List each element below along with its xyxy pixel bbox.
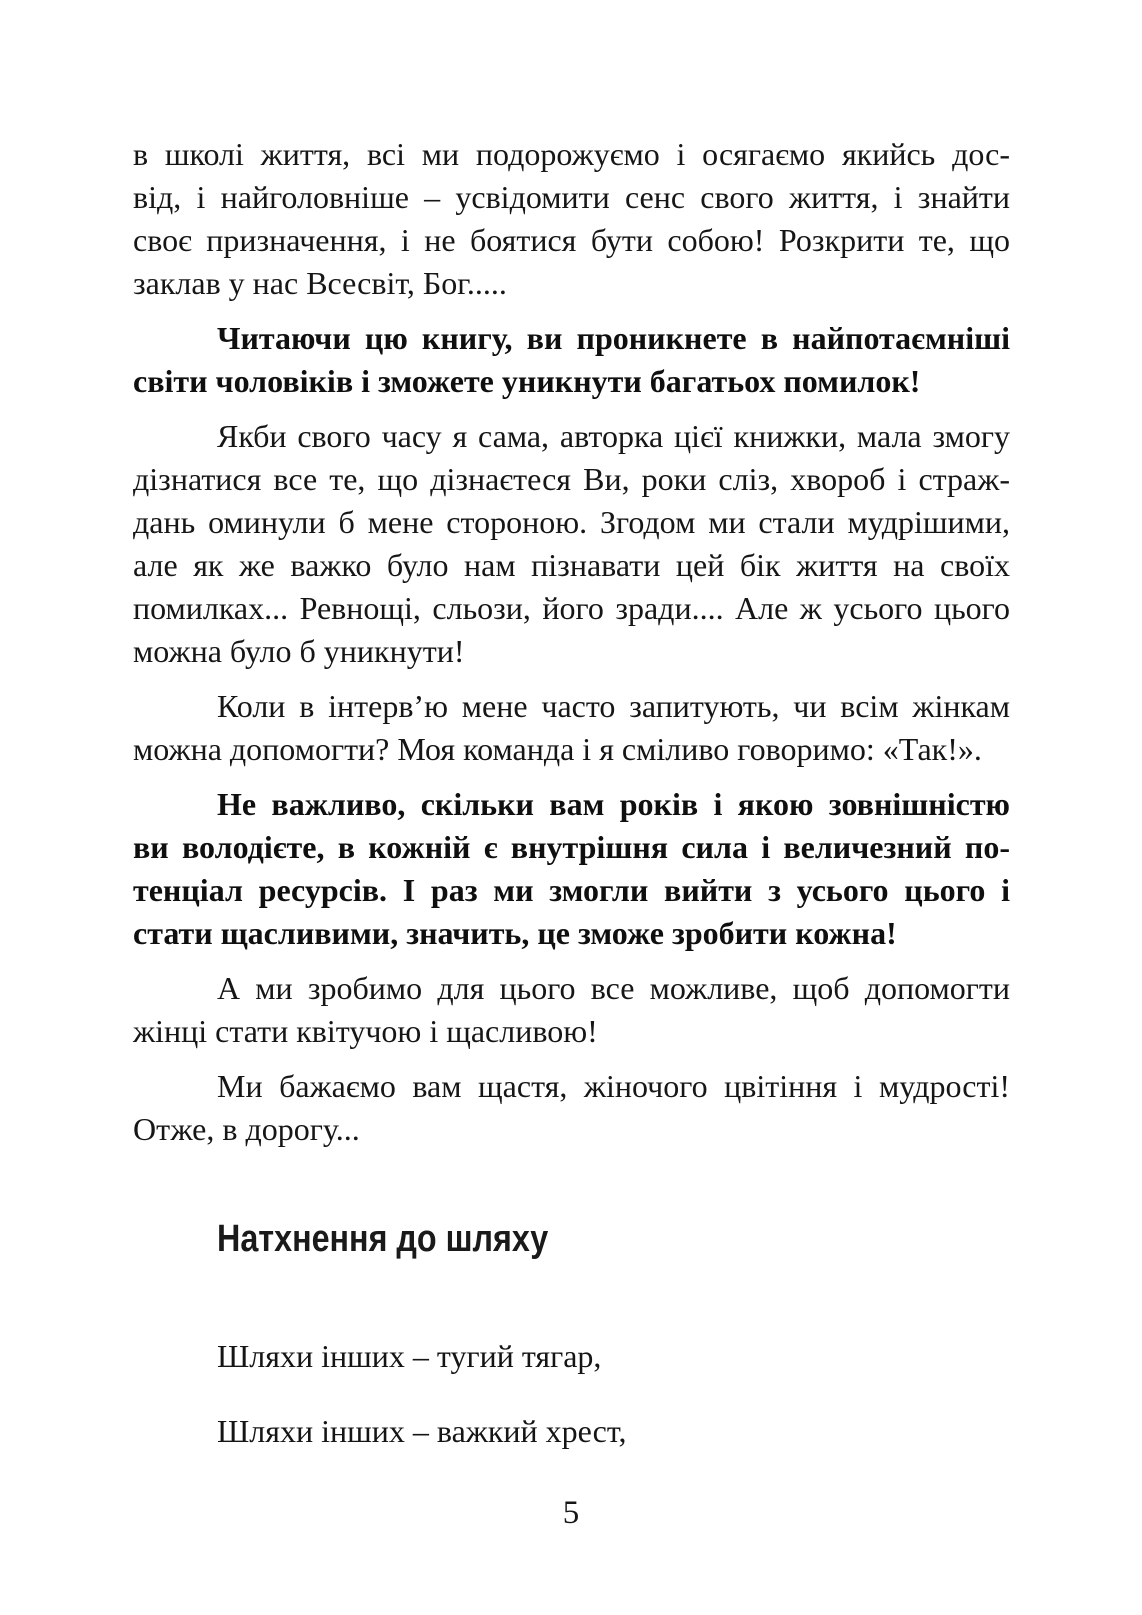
section-heading-text: Натхнення до шляху (217, 1218, 549, 1260)
paragraph (133, 783, 1010, 955)
text-line: А ми зробимо для цього все можливе, щоб допомогти (217, 970, 1010, 1006)
paragraph (133, 1065, 1010, 1151)
text-line: заклав у нас Всесвіт, Бог..... (133, 265, 507, 301)
text-line: дізнатися все те, що дізнаєтеся Ви, роки сліз, хвороб і страж- (133, 461, 1010, 497)
text-line: Ми бажаємо вам щастя, жіночого цвітіння і мудрості! (217, 1068, 1010, 1104)
text-line: стати щасливими, значить, це зможе зробити кожна! (133, 915, 897, 951)
text-line: але як же важко було нам пізнавати цей бік життя на своїх (133, 547, 1010, 583)
paragraph (133, 967, 1010, 1053)
text-line: Коли в інтерв’ю мене часто запитують, чи всім жінкам (217, 688, 1010, 724)
text-line: своє призначення, і не боятися бути собою! Розкрити те, що (133, 222, 1010, 258)
text-line: можна допомогти? Моя команда і я сміливо говоримо: «Так!». (133, 731, 982, 767)
text-line: дань оминули б мене стороною. Згодом ми стали мудрішими, (133, 504, 1010, 540)
paragraph (133, 415, 1010, 673)
text-line: Не важливо, скільки вам років і якою зовнішністю (217, 786, 1010, 822)
poem-line: Шляхи інших – тугий тягар, (217, 1338, 602, 1374)
text-line: ви володієте, в кожній є внутрішня сила і величезний по- (133, 829, 1010, 865)
section-heading (133, 1215, 1010, 1263)
page-number: 5 (562, 1495, 580, 1531)
text-block (133, 133, 1010, 1151)
text-line: помилках... Ревнощі, сльози, його зради.... Але ж усього цього (133, 590, 1010, 626)
text-line: Читаючи цю книгу, ви проникнете в найпотаємніші (217, 320, 1010, 356)
text-line: тенціал ресурсів. І раз ми змогли вийти з усього цього і (133, 872, 1010, 908)
paragraph (133, 685, 1010, 771)
text-line: можна було б уникнути! (133, 633, 465, 669)
text-line: жінці стати квітучою і щасливою! (133, 1013, 598, 1049)
text-line: світи чоловіків і зможете уникнути багатьох помилок! (133, 363, 921, 399)
paragraph (133, 317, 1010, 403)
text-line: Отже, в дорогу... (133, 1111, 360, 1147)
poem (133, 1335, 1010, 1453)
text-line: в школі життя, всі ми подорожуємо і осягаємо якийсь дос- (133, 136, 1010, 172)
text-line: Якби свого часу я сама, авторка цієї книжки, мала змогу (217, 418, 1010, 454)
paragraph (133, 133, 1010, 305)
poem-line: Шляхи інших – важкий хрест, (217, 1413, 627, 1449)
text-line: від, і найголовніше – усвідомити сенс свого життя, і знайти (133, 179, 1010, 215)
